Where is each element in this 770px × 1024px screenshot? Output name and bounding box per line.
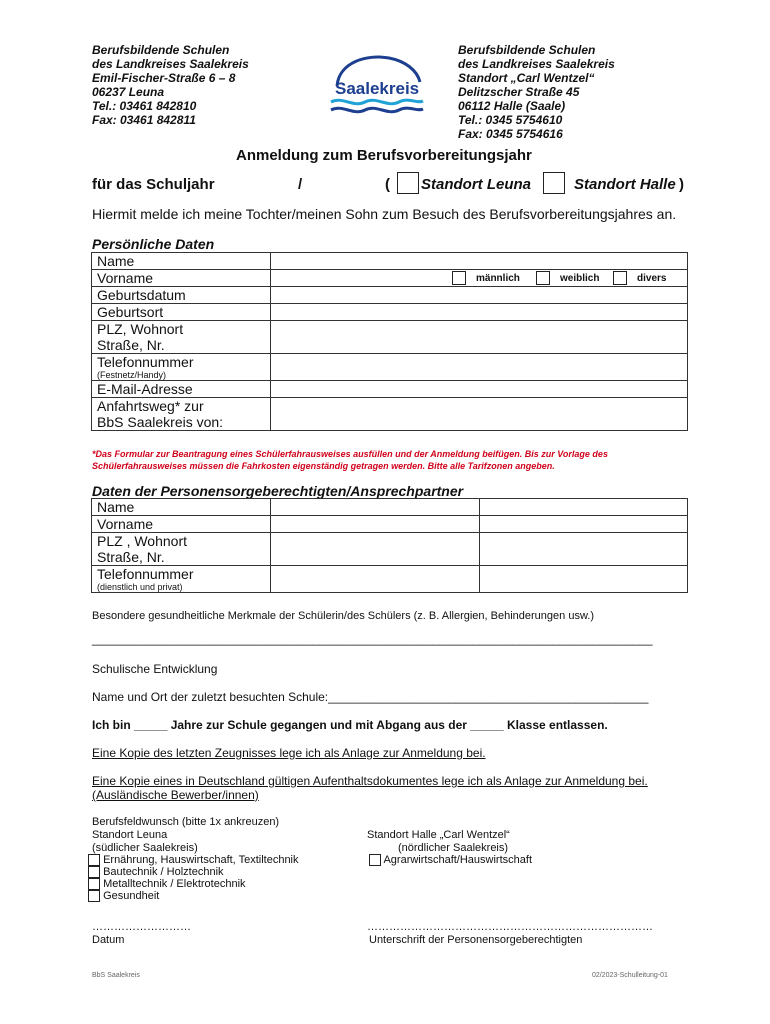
label-telefon-cell xyxy=(92,354,271,381)
telefon-field[interactable] xyxy=(271,354,688,381)
header-right-line: Fax: 0345 5754616 xyxy=(458,127,563,141)
wunsch-leuna-item[interactable] xyxy=(88,890,159,902)
label-telefon: Telefonnummer xyxy=(97,354,194,370)
geburtsort-field[interactable] xyxy=(271,304,688,321)
jahre-line[interactable]: Ich bin _____ Jahre zur Schule gegangen und mit Abgang aus der _____ Klasse entlassen. xyxy=(92,718,608,732)
header-left-line: Emil-Fischer-Straße 6 – 8 xyxy=(92,71,236,85)
personal-heading: Persönliche Daten xyxy=(92,236,215,252)
divers-label: divers xyxy=(637,273,667,284)
wunsch-checkbox[interactable] xyxy=(88,854,100,866)
weiblich-label: weiblich xyxy=(560,273,600,284)
header-left-line: Tel.: 03461 842810 xyxy=(92,99,197,113)
geburtsdatum-field[interactable] xyxy=(271,287,688,304)
guardian-label-strasse: Straße, Nr. xyxy=(97,549,165,565)
header-right-line: Standort „Carl Wentzel“ xyxy=(458,71,595,85)
form-title: Anmeldung zum Berufsvorbereitungsjahr xyxy=(236,147,532,164)
label-anfahrt-2: BbS Saalekreis von: xyxy=(97,414,224,430)
header-right-line: Tel.: 0345 5754610 xyxy=(458,113,563,127)
paren-open: ( xyxy=(385,176,390,193)
guardian-address-field-2[interactable] xyxy=(480,533,688,566)
intro-text: Hiermit melde ich meine Tochter/meinen Sohn zum Besuch des Berufsvorbereitungsjahres an. xyxy=(92,206,677,222)
vorname-field[interactable] xyxy=(271,270,688,287)
saalekreis-logo xyxy=(327,50,427,120)
label-anfahrt-cell xyxy=(92,398,271,431)
wunsch-halle-item[interactable] xyxy=(369,854,532,866)
divers-checkbox[interactable] xyxy=(613,271,627,285)
header-left-address xyxy=(92,43,249,127)
guardian-address-field-1[interactable] xyxy=(271,533,480,566)
guardian-label-name: Name xyxy=(92,499,271,516)
kopie-aufenthalt: Eine Kopie eines in Deutschland gültigen Aufenthaltsdokumentes lege ich als Anlage zur Anmeldung bei. (Ausländische Bewerber/innen) xyxy=(92,774,648,802)
wunsch-heading: Berufsfeldwunsch (bitte 1x ankreuzen) xyxy=(92,816,280,828)
header-right-line: Delitzscher Straße 45 xyxy=(458,85,580,99)
kopie-zeugnis: Eine Kopie des letzten Zeugnisses lege ich als Anlage zur Anmeldung bei. xyxy=(92,746,486,760)
personal-data-table xyxy=(91,252,688,431)
label-vorname: Vorname xyxy=(92,270,271,287)
header-left-line: des Landkreises Saalekreis xyxy=(92,57,249,71)
guardian-data-table xyxy=(91,498,688,593)
label-plz: PLZ, Wohnort xyxy=(97,321,184,337)
wunsch-item-label: Agrarwirtschaft/Hauswirtschaft xyxy=(383,854,532,866)
standort-halle-label: Standort Halle xyxy=(574,176,676,193)
address-field[interactable] xyxy=(271,321,688,354)
wunsch-item-label: Ernährung, Hauswirtschaft, Textiltechnik xyxy=(103,854,299,866)
guardian-vorname-field-2[interactable] xyxy=(480,516,688,533)
wunsch-halle-sub: (nördlicher Saalekreis) xyxy=(398,842,509,854)
wunsch-leuna-sub: (südlicher Saalekreis) xyxy=(92,842,198,854)
guardian-label-telefon-cell xyxy=(92,566,271,593)
header-right-address xyxy=(458,43,615,141)
header-left-line: 06237 Leuna xyxy=(92,85,165,99)
wunsch-checkbox[interactable] xyxy=(88,890,100,902)
header-right-line: des Landkreises Saalekreis xyxy=(458,57,615,71)
standort-leuna-label: Standort Leuna xyxy=(421,176,532,193)
guardian-telefon-field-1[interactable] xyxy=(271,566,480,593)
schuljahr-label: für das Schuljahr xyxy=(92,176,215,193)
guardian-label-telefon: Telefonnummer xyxy=(97,566,194,582)
header-right-line: Berufsbildende Schulen xyxy=(458,43,596,57)
guardian-label-address xyxy=(92,533,271,566)
wunsch-checkbox[interactable] xyxy=(88,878,100,890)
wunsch-leuna-item[interactable] xyxy=(88,866,224,878)
fahrausweis-note: *Das Formular zur Beantragung eines Schülerfahrausweises ausfüllen und der Anmeldung beifügen. Bis zur Vorlage des Schülerfahrausweises müssen die Fahrkosten eigenständig getragen werden. Bitte alle Tarifzonen angeben. xyxy=(92,449,608,471)
logo-text: Saalekreis xyxy=(335,79,420,98)
footer-right: 02/2023-Schulleitung-01 xyxy=(592,972,668,979)
health-label: Besondere gesundheitliche Merkmale der Schülerin/des Schülers (z. B. Allergien, Behinderungen usw.) xyxy=(92,610,595,622)
label-anfahrt-1: Anfahrtsweg* zur xyxy=(97,398,204,414)
label-name: Name xyxy=(92,253,271,270)
label-geburtsort: Geburtsort xyxy=(92,304,271,321)
datum-line[interactable]: ……………………… xyxy=(92,921,191,933)
wunsch-item-label: Gesundheit xyxy=(103,890,160,902)
name-field[interactable] xyxy=(271,253,688,270)
standort-leuna-checkbox[interactable] xyxy=(397,172,419,194)
last-school-line[interactable]: Name und Ort der zuletzt besuchten Schule:________________________________________________ xyxy=(92,690,649,704)
datum-label: Datum xyxy=(92,934,125,946)
maennlich-label: männlich xyxy=(476,273,520,284)
guardian-vorname-field-1[interactable] xyxy=(271,516,480,533)
header-right-line: 06112 Halle (Saale) xyxy=(458,99,566,113)
wunsch-leuna-item[interactable] xyxy=(88,878,246,890)
unterschrift-label: Unterschrift der Personensorgeberechtigten xyxy=(369,934,583,946)
schuljahr-slash: / xyxy=(298,176,303,193)
header-left-line: Fax: 03461 842811 xyxy=(92,113,196,127)
entwicklung-heading: Schulische Entwicklung xyxy=(92,662,218,676)
email-field[interactable] xyxy=(271,381,688,398)
weiblich-checkbox[interactable] xyxy=(536,271,550,285)
label-telefon-sub: (Festnetz/Handy) xyxy=(97,370,167,380)
maennlich-checkbox[interactable] xyxy=(452,271,466,285)
wunsch-checkbox[interactable] xyxy=(369,854,381,866)
label-geburtsdatum: Geburtsdatum xyxy=(92,287,271,304)
wunsch-checkbox[interactable] xyxy=(88,866,100,878)
guardian-label-vorname: Vorname xyxy=(92,516,271,533)
anfahrt-field[interactable] xyxy=(271,398,688,431)
wunsch-item-label: Metalltechnik / Elektrotechnik xyxy=(103,878,246,890)
guardian-name-field-1[interactable] xyxy=(271,499,480,516)
header-left-line: Berufsbildende Schulen xyxy=(92,43,230,57)
label-address xyxy=(92,321,271,354)
label-email: E-Mail-Adresse xyxy=(92,381,271,398)
health-line[interactable]: ____________________________________________________________________________________ xyxy=(92,632,653,646)
guardian-label-telefon-sub: (dienstlich und privat) xyxy=(97,582,183,592)
label-strasse: Straße, Nr. xyxy=(97,337,165,353)
wunsch-halle-title: Standort Halle „Carl Wentzel“ xyxy=(367,829,510,841)
wunsch-leuna-title: Standort Leuna xyxy=(92,829,168,841)
footer-left: BbS Saalekreis xyxy=(92,972,140,979)
guardian-heading: Daten der Personensorgeberechtigten/Ansprechpartner xyxy=(92,483,464,499)
guardian-name-field-2[interactable] xyxy=(480,499,688,516)
unterschrift-line[interactable]: …………………………………………………………………… xyxy=(367,921,653,933)
guardian-telefon-field-2[interactable] xyxy=(480,566,688,593)
standort-halle-checkbox[interactable] xyxy=(543,172,565,194)
guardian-label-plz: PLZ , Wohnort xyxy=(97,533,188,549)
wunsch-item-label: Bautechnik / Holztechnik xyxy=(103,866,224,878)
wunsch-leuna-item[interactable] xyxy=(88,854,299,866)
paren-close: ) xyxy=(679,176,684,193)
